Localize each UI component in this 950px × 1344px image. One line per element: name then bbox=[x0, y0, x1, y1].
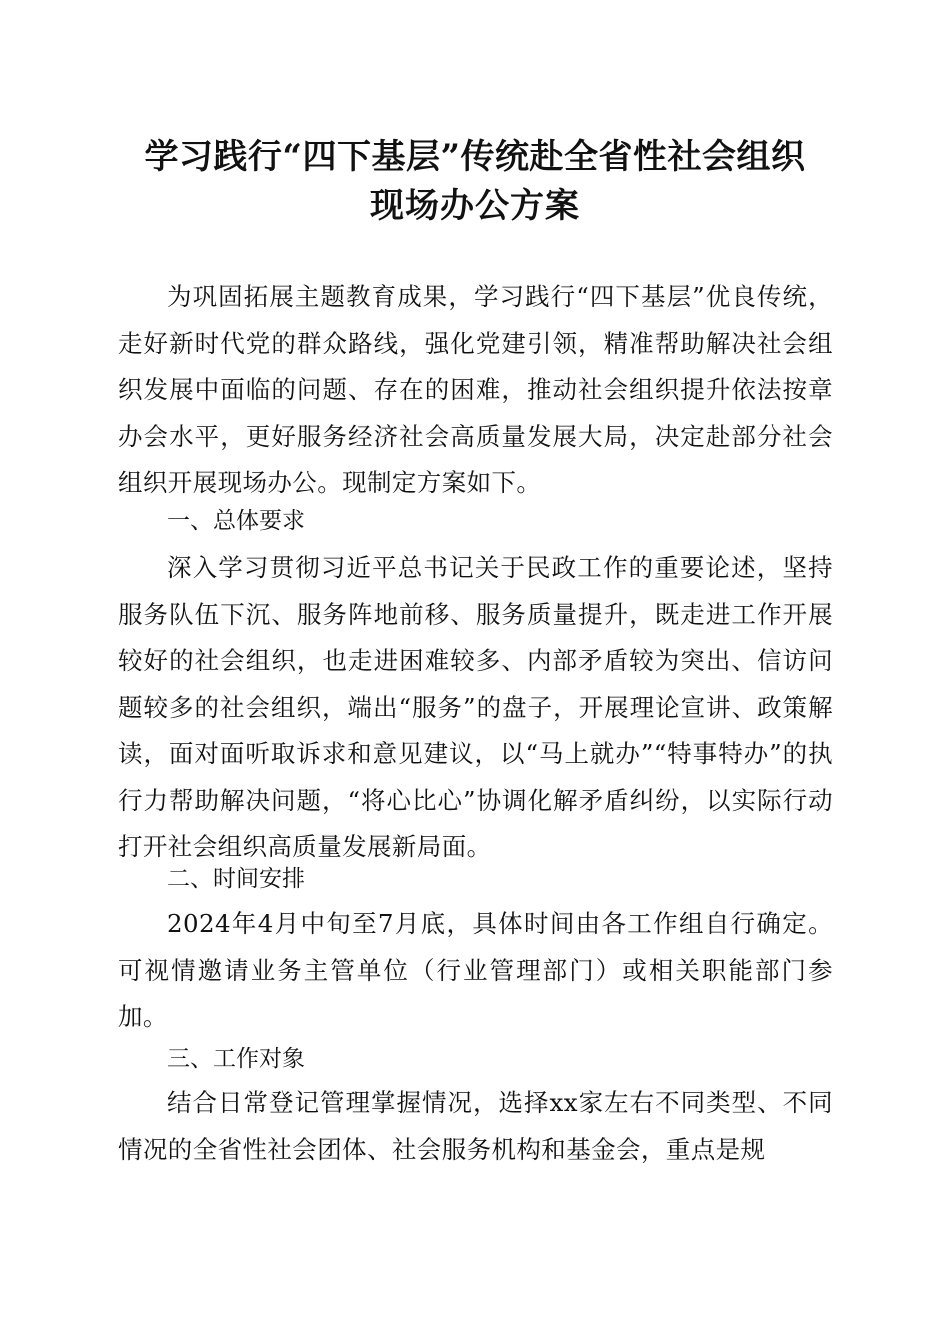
document-title-line-2: 现场办公方案 bbox=[370, 186, 580, 226]
section-heading-general-requirements: 一、总体要求 bbox=[167, 508, 305, 534]
section-heading-schedule: 二、时间安排 bbox=[167, 866, 305, 892]
section-heading-work-targets: 三、工作对象 bbox=[167, 1046, 305, 1072]
section-body-work-targets: 结合日常登记管理掌握情况，选择xx家左右不同类型、不同情况的全省性社会团体、社会服务机构和基金会，重点是规 bbox=[118, 1088, 833, 1164]
section-body-schedule: 2024年4月中旬至7月底，具体时间由各工作组自行确定。可视情邀请业务主管单位（行业管理部门）或相关职能部门参加。 bbox=[118, 909, 833, 1031]
section-body-general-requirements: 深入学习贯彻习近平总书记关于民政工作的重要论述，坚持服务队伍下沉、服务阵地前移、服务质量提升，既走进工作开展较好的社会组织，也走进困难较多、内部矛盾较为突出、信访问题较多的社会组织，端出“服务”的盘子，开展理论宣讲、政策解读，面对面听取诉求和意见建议，以“马上就办”“特事特办”的执行力帮助解决问题，“将心比心”协调化解矛盾纠纷，以实际行动打开社会组织高质量发展新局面。 bbox=[118, 553, 833, 861]
intro-paragraph: 为巩固拓展主题教育成果，学习践行“四下基层”优良传统，走好新时代党的群众路线，强化党建引领，精准帮助解决社会组织发展中面临的问题、存在的困难，推动社会组织提升依法按章办会水平，更好服务经济社会高质量发展大局，决定赴部分社会组织开展现场办公。现制定方案如下。 bbox=[118, 282, 833, 497]
document-title-line-1: 学习践行“四下基层”传统赴全省性社会组织 bbox=[144, 137, 806, 177]
